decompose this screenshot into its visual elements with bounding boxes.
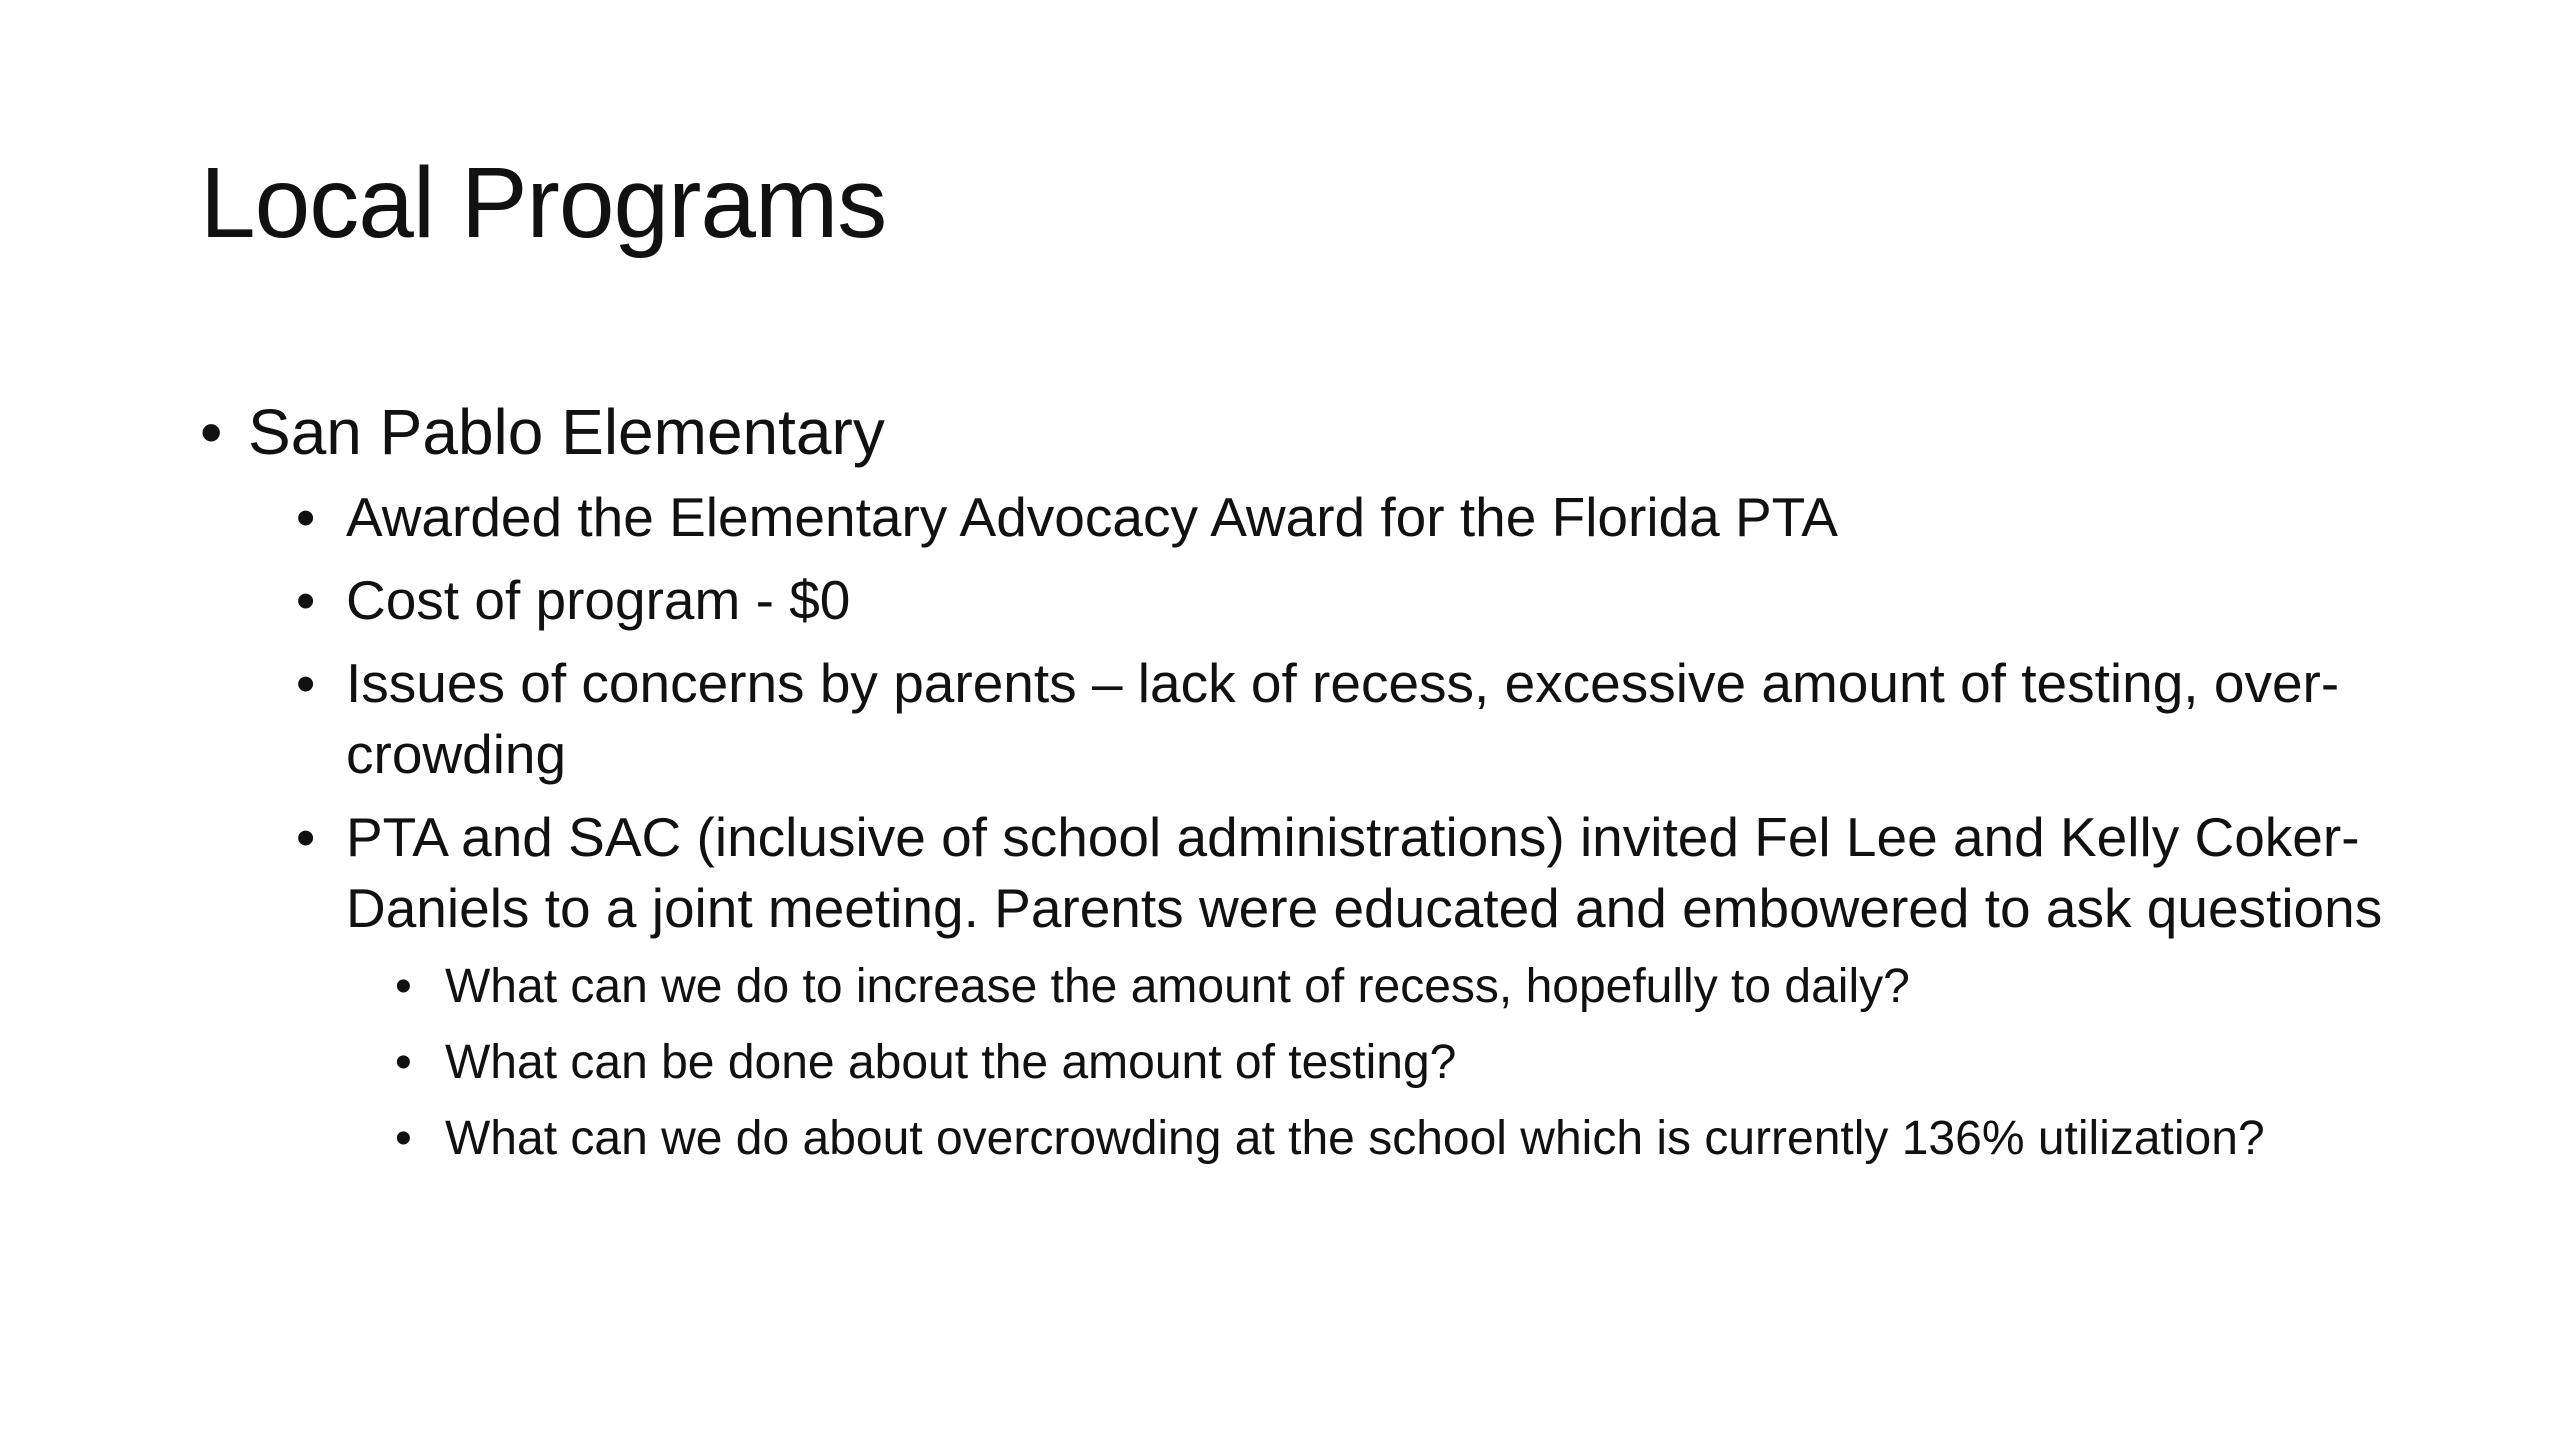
bullet-text: What can we do to increase the amount of recess, hopefully to daily?	[445, 960, 1910, 1013]
bullet-item-cost	[200, 565, 2400, 636]
bullet-text: PTA and SAC (inclusive of school administrations) invited Fel Lee and Kelly Coker-Daniels to a joint meeting. Parents were educated and embowered to ask questions	[346, 806, 2383, 939]
bullet-item-question-testing	[200, 1032, 2400, 1094]
bullet-text: Cost of program - $0	[346, 569, 851, 631]
bullet-text: What can be done about the amount of testing?	[445, 1036, 1457, 1089]
bullet-text: Awarded the Elementary Advocacy Award for the Florida PTA	[346, 486, 1838, 548]
bullet-item-concerns	[200, 648, 2400, 790]
bullet-item-award	[200, 482, 2400, 553]
bullet-icon: •	[296, 486, 316, 548]
bullet-list	[200, 390, 2400, 1184]
bullet-item-school	[200, 390, 2400, 474]
bullet-icon: •	[395, 1112, 412, 1165]
bullet-icon: •	[395, 1036, 412, 1089]
slide-title: Local Programs	[200, 147, 887, 259]
bullet-icon: •	[200, 396, 223, 468]
bullet-item-question-recess	[200, 956, 2400, 1018]
bullet-text: What can we do about overcrowding at the school which is currently 136% utilization?	[445, 1112, 2265, 1165]
bullet-icon: •	[395, 960, 412, 1013]
bullet-icon: •	[296, 569, 316, 631]
bullet-text: Issues of concerns by parents – lack of recess, excessive amount of testing, over-crowding	[346, 652, 2340, 785]
bullet-item-question-overcrowding	[200, 1108, 2400, 1170]
bullet-item-meeting	[200, 802, 2400, 944]
bullet-text: San Pablo Elementary	[248, 396, 885, 468]
bullet-icon: •	[296, 806, 316, 868]
bullet-icon: •	[296, 652, 316, 714]
